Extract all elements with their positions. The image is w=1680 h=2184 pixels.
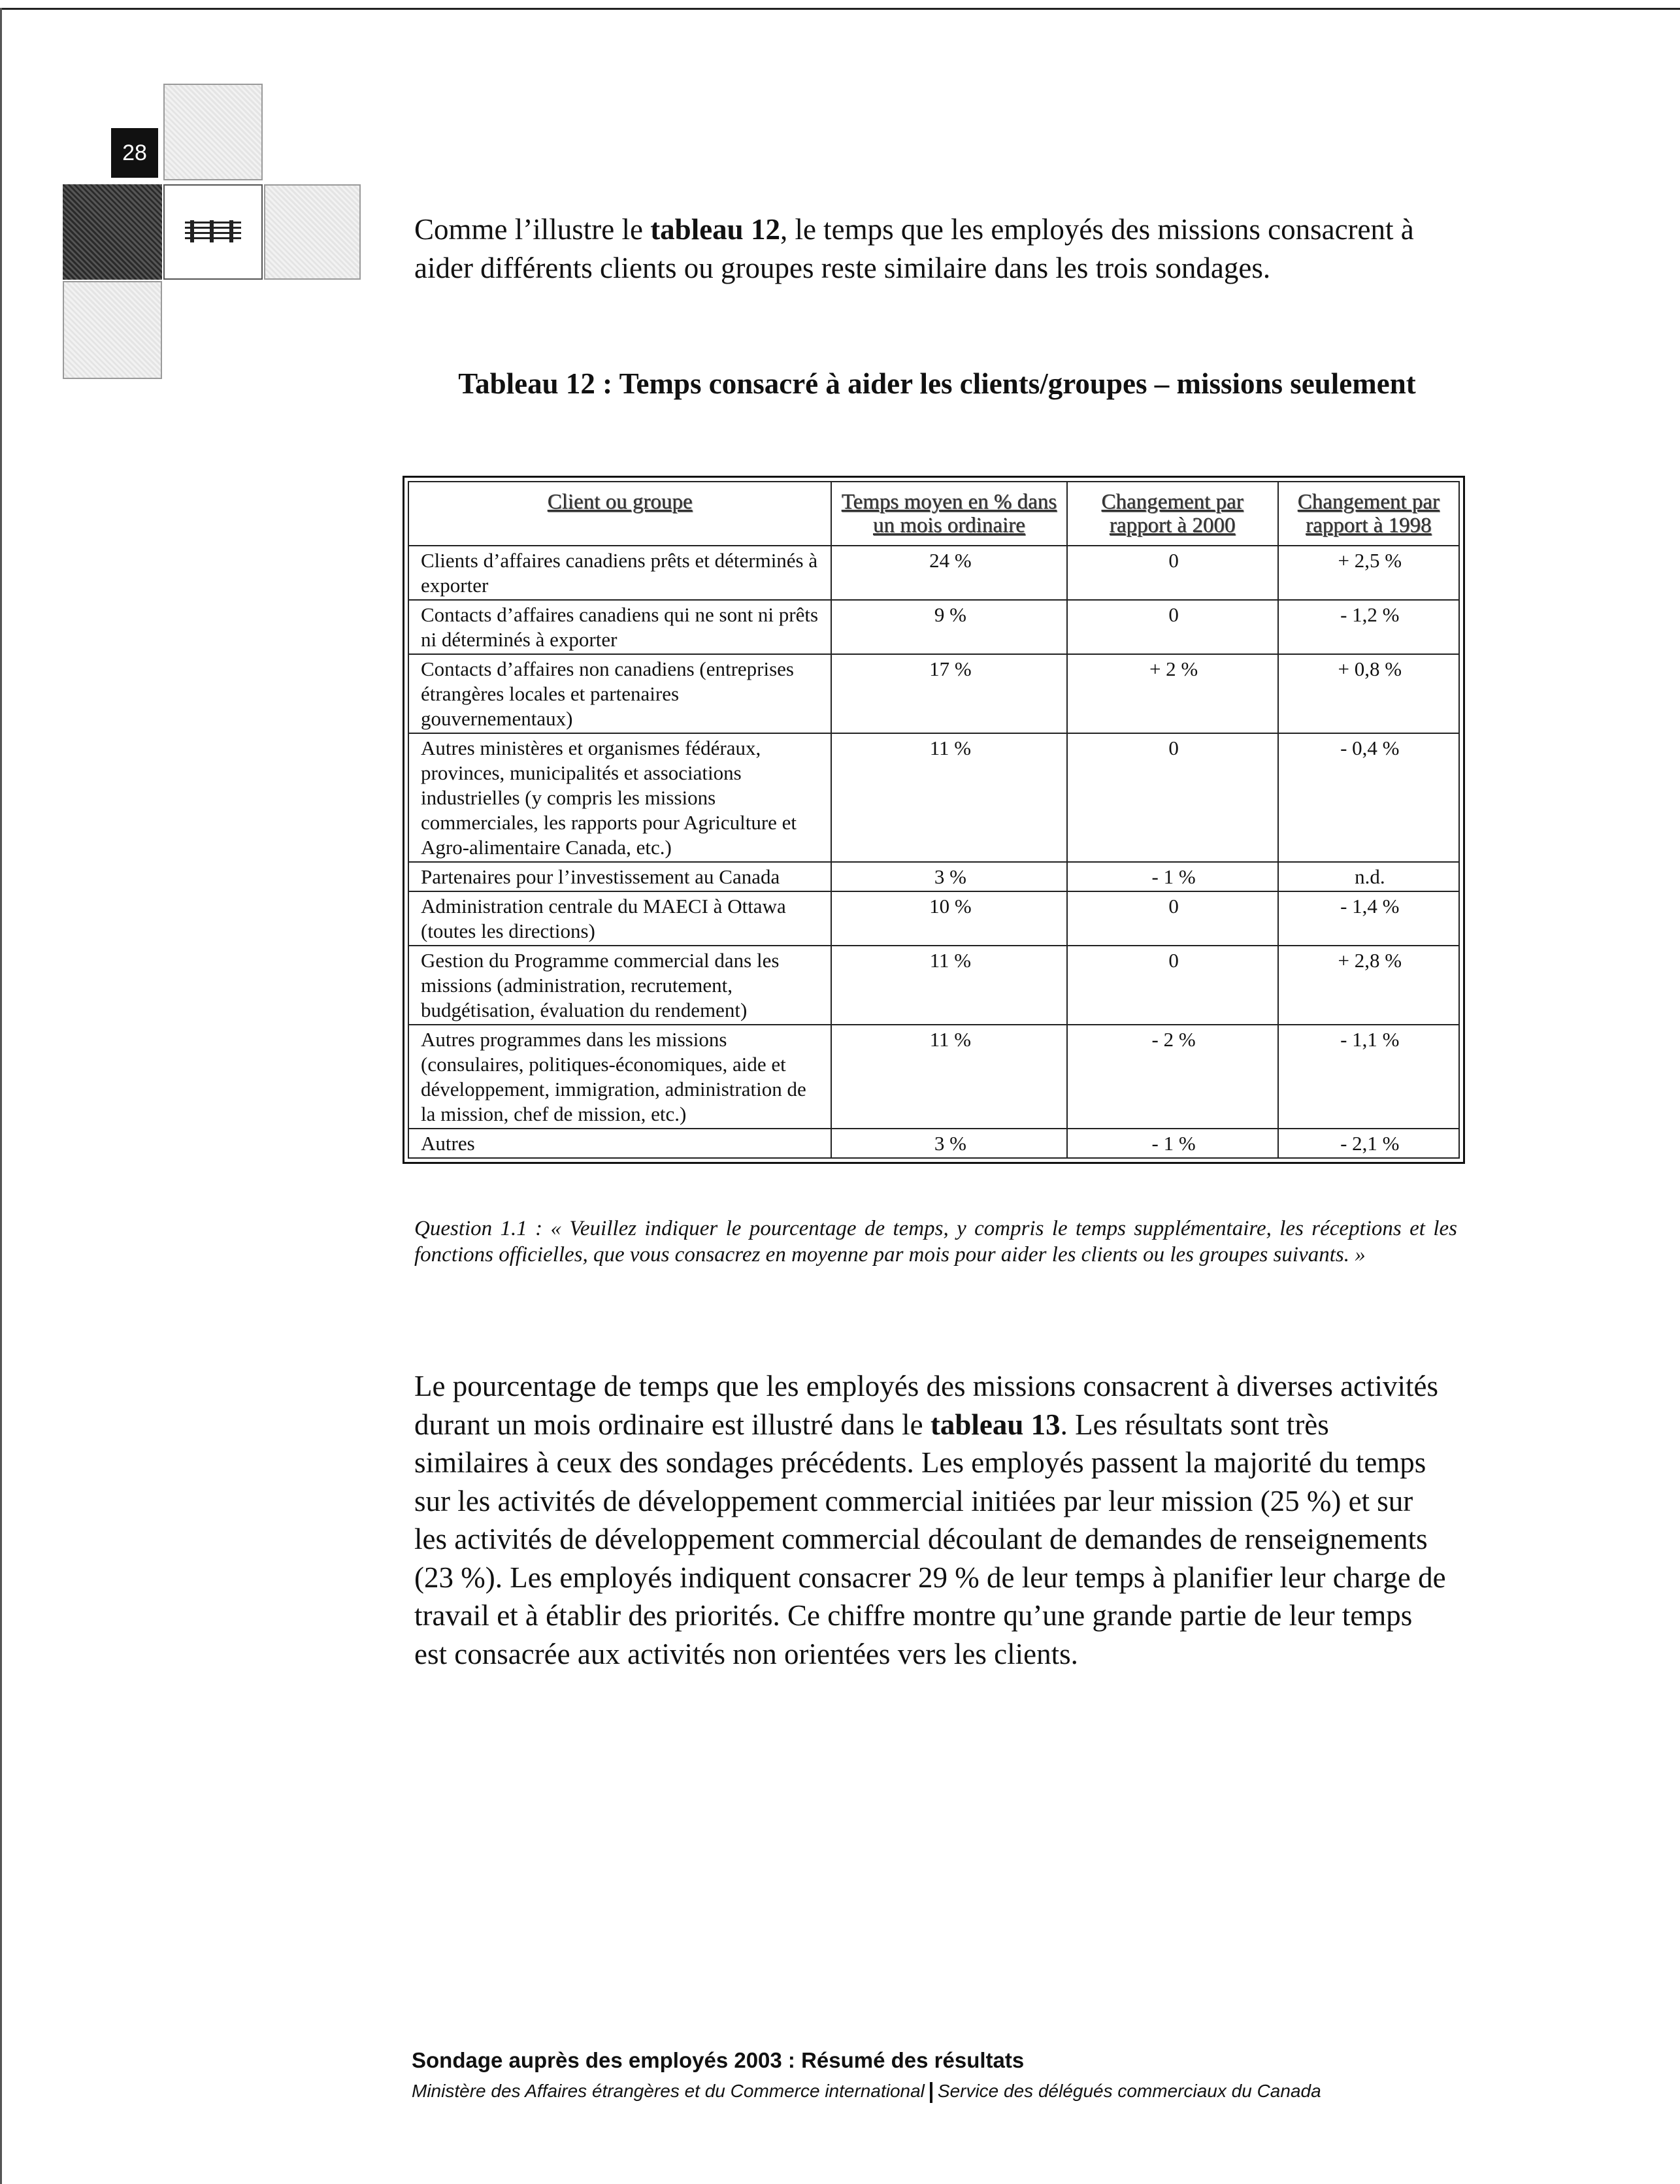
table-row bbox=[408, 600, 1459, 654]
footer-service: Service des délégués commerciaux du Canada bbox=[937, 2081, 1321, 2101]
row-label: Clients d’affaires canadiens prêts et déterminés à exporter bbox=[408, 546, 831, 600]
row-change-2000: - 1 % bbox=[1067, 862, 1278, 891]
row-change-2000: + 2 % bbox=[1067, 654, 1278, 733]
row-label: Autres bbox=[408, 1129, 831, 1158]
logo-block bbox=[163, 184, 263, 280]
row-change-1998: + 2,8 % bbox=[1278, 946, 1459, 1025]
intro-text-2: , le temps que les employés des missions consacrent à aider différents clients ou groupes reste similaire dans les trois sondages. bbox=[414, 213, 1414, 284]
row-change-1998: n.d. bbox=[1278, 862, 1459, 891]
row-change-2000: 0 bbox=[1067, 891, 1278, 946]
table-header-row bbox=[408, 482, 1459, 546]
row-change-1998: - 1,2 % bbox=[1278, 600, 1459, 654]
row-change-2000: 0 bbox=[1067, 600, 1278, 654]
row-label: Contacts d’affaires non canadiens (entreprises étrangères locales et partenaires gouvernementaux) bbox=[408, 654, 831, 733]
table-row bbox=[408, 891, 1459, 946]
row-percent: 11 % bbox=[831, 1025, 1066, 1129]
row-change-1998: - 1,1 % bbox=[1278, 1025, 1459, 1129]
table-row bbox=[408, 546, 1459, 600]
row-label: Administration centrale du MAECI à Ottawa (toutes les directions) bbox=[408, 891, 831, 946]
table-frame bbox=[403, 476, 1465, 1164]
block-light-right bbox=[264, 184, 361, 280]
row-label: Contacts d’affaires canadiens qui ne sont ni prêts ni déterminés à exporter bbox=[408, 600, 831, 654]
row-change-2000: - 1 % bbox=[1067, 1129, 1278, 1158]
footer-separator bbox=[930, 2082, 932, 2103]
row-percent: 24 % bbox=[831, 546, 1066, 600]
header-time-percent: Temps moyen en % dans un mois ordinaire bbox=[831, 482, 1066, 546]
row-percent: 11 % bbox=[831, 733, 1066, 862]
row-percent: 10 % bbox=[831, 891, 1066, 946]
footer-title: Sondage auprès des employés 2003 : Résumé des résultats bbox=[412, 2048, 1025, 2072]
row-percent: 17 % bbox=[831, 654, 1066, 733]
row-label: Partenaires pour l’investissement au Canada bbox=[408, 862, 831, 891]
header-change-2000: Changement par rapport à 2000 bbox=[1067, 482, 1278, 546]
row-percent: 3 % bbox=[831, 1129, 1066, 1158]
table-row bbox=[408, 946, 1459, 1025]
row-change-1998: - 1,4 % bbox=[1278, 891, 1459, 946]
table-row bbox=[408, 733, 1459, 862]
row-change-1998: + 2,5 % bbox=[1278, 546, 1459, 600]
row-change-2000: 0 bbox=[1067, 546, 1278, 600]
table-row bbox=[408, 862, 1459, 891]
table-row bbox=[408, 654, 1459, 733]
row-change-1998: - 2,1 % bbox=[1278, 1129, 1459, 1158]
row-change-2000: 0 bbox=[1067, 946, 1278, 1025]
row-label: Autres ministères et organismes fédéraux, provinces, municipalités et associations industrielles (y compris les missions commerciales, les rapports pour Agriculture et Agro-alimentaire Canada, etc.) bbox=[408, 733, 831, 862]
data-table bbox=[408, 481, 1460, 1159]
table-title: Tableau 12 : Temps consacré à aider les clients/groupes – missions seulement bbox=[458, 367, 1416, 400]
footer-department: Ministère des Affaires étrangères et du Commerce international bbox=[412, 2081, 925, 2101]
body-table-ref: tableau 13 bbox=[930, 1408, 1061, 1441]
row-percent: 11 % bbox=[831, 946, 1066, 1025]
row-change-1998: - 0,4 % bbox=[1278, 733, 1459, 862]
row-change-2000: 0 bbox=[1067, 733, 1278, 862]
block-light-top bbox=[163, 84, 263, 180]
intro-text-1: Comme l’illustre le bbox=[414, 213, 651, 246]
table-row bbox=[408, 1025, 1459, 1129]
header-change-1998: Changement par rapport à 1998 bbox=[1278, 482, 1459, 546]
row-label: Gestion du Programme commercial dans les missions (administration, recrutement, budgétisation, évaluation du rendement) bbox=[408, 946, 831, 1025]
top-rule bbox=[0, 8, 1680, 10]
table-row bbox=[408, 1129, 1459, 1158]
block-dark bbox=[63, 184, 162, 280]
body-paragraph bbox=[414, 1367, 1447, 1673]
table-caption: Question 1.1 : « Veuillez indiquer le pourcentage de temps, y compris le temps supplémentaire, les réceptions et les fonctions officielles, que vous consacrez en moyenne par mois pour aider les clients ou les groupes suivants. » bbox=[414, 1217, 1457, 1266]
row-percent: 3 % bbox=[831, 862, 1066, 891]
row-label: Autres programmes dans les missions (consulaires, politiques-économiques, aide et développement, immigration, administration de la mission, chef de mission, etc.) bbox=[408, 1025, 831, 1129]
row-change-1998: + 0,8 % bbox=[1278, 654, 1459, 733]
intro-table-ref: tableau 12 bbox=[650, 213, 780, 246]
department-logo-icon bbox=[184, 219, 242, 245]
page-number: 28 bbox=[111, 128, 158, 178]
left-rule bbox=[0, 8, 2, 2184]
header-client: Client ou groupe bbox=[408, 482, 831, 546]
block-light-bottom bbox=[63, 281, 162, 379]
intro-paragraph bbox=[414, 210, 1447, 287]
row-percent: 9 % bbox=[831, 600, 1066, 654]
body-text-2: . Les résultats sont très similaires à ceux des sondages précédents. Les employés passent la majorité du temps sur les activités de développement commercial initiées par leur mission (25 %) et sur les activités de développement commercial découlant de demandes de renseignements (23 %). Les employés indiquent consacrer 29 % de leur temps à planifier leur charge de travail et à établir des priorités. Ce chiffre montre qu’une grande partie de leur temps est consacrée aux activités non orientées vers les clients. bbox=[414, 1408, 1446, 1670]
body-text-1: Le pourcentage de temps que les employés des missions consacrent à diverses activités durant un mois ordinaire est illustré dans le bbox=[414, 1370, 1439, 1441]
row-change-2000: - 2 % bbox=[1067, 1025, 1278, 1129]
footer-subtitle bbox=[412, 2081, 1321, 2103]
